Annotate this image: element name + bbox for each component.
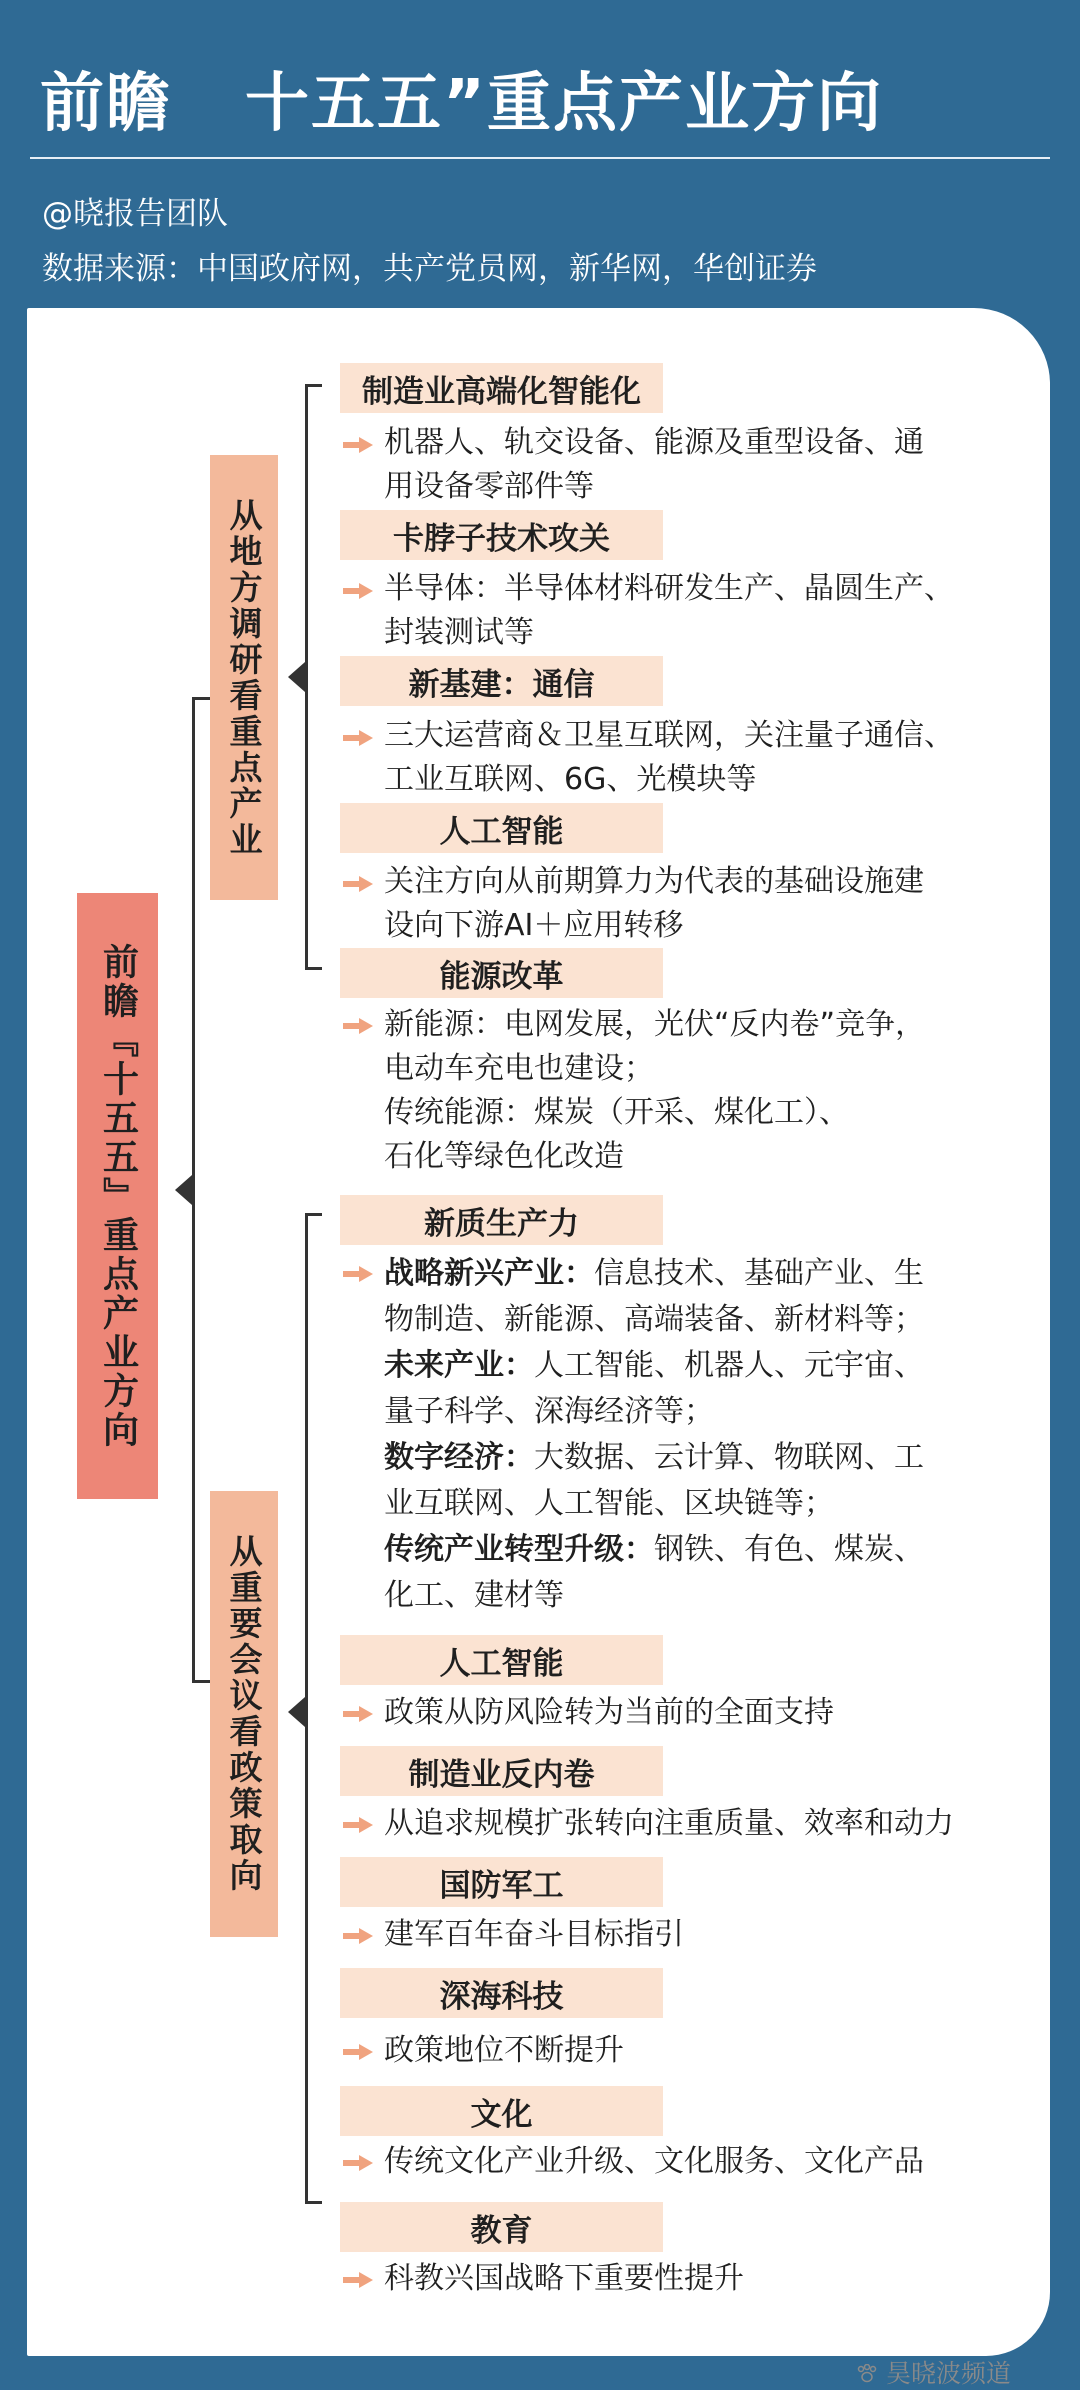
description-line: 建军百年奋斗目标指引: [384, 1917, 684, 1952]
description-keyword: 未来产业：: [384, 1348, 534, 1383]
description-line: [384, 1435, 924, 1481]
page-title: [40, 52, 883, 144]
category-box: 卡脖子技术攻关: [340, 510, 663, 560]
arrow-icon: [343, 1266, 373, 1282]
arrow-icon: [343, 2044, 373, 2060]
category-description: [384, 2029, 624, 2073]
branch-label: 从地方调研看重点产业: [224, 497, 264, 858]
title-divider: [30, 157, 1050, 159]
description-line: 石化等绿色化改造: [384, 1139, 624, 1174]
arrow-icon: [343, 437, 373, 453]
arrow-icon: [343, 1928, 373, 1944]
description-line: 业互联网、人工智能、区块链等；: [384, 1486, 834, 1521]
connector-branch1-top: [305, 384, 322, 387]
description-line: 关注方向从前期算力为代表的基础设施建: [384, 864, 924, 899]
description-line: 三大运营商＆卫星互联网，关注量子通信、: [384, 718, 954, 753]
connector-root-top: [192, 697, 210, 700]
connector-branch2-bottom: [305, 2201, 322, 2204]
connector-branch2-top: [305, 1213, 322, 1216]
connector-root-bottom: [192, 1680, 210, 1683]
arrow-icon: [343, 1706, 373, 1722]
title-part-1: 前瞻: [40, 67, 172, 141]
category-description: [384, 1003, 925, 1179]
arrow-icon: [343, 2155, 373, 2171]
description-text: 钢铁、有色、煤炭、: [654, 1532, 924, 1567]
arrow-icon: [343, 1018, 373, 1034]
category-box: 深海科技: [340, 1968, 663, 2018]
watermark: [856, 2354, 1011, 2390]
description-text: 大数据、云计算、物联网、工: [534, 1440, 924, 1475]
data-source: 数据来源：中国政府网，共产党员网，新华网，华创证券: [42, 251, 817, 287]
category-box: 文化: [340, 2086, 663, 2136]
category-description: [384, 1802, 954, 1846]
category-box: 能源改革: [340, 948, 663, 998]
category-box: 国防军工: [340, 1857, 663, 1907]
connector-root-vertical: [192, 699, 195, 1682]
category-description: [384, 567, 954, 655]
category-description: [384, 860, 924, 948]
branch-label: 从重要会议看政策取向: [224, 1534, 264, 1894]
description-line: [384, 1343, 924, 1389]
description-line: 封装测试等: [384, 615, 534, 650]
category-box: 制造业反内卷: [340, 1746, 663, 1796]
category-description: [384, 1691, 834, 1735]
category-box: 人工智能: [340, 803, 663, 853]
category-description: [384, 1251, 924, 1619]
description-line: 从追求规模扩张转向注重质量、效率和动力: [384, 1806, 954, 1841]
connector-branch2-vertical: [305, 1213, 308, 2204]
description-text: 信息技术、基础产业、生: [594, 1256, 924, 1291]
description-line: 政策从防风险转为当前的全面支持: [384, 1695, 834, 1730]
category-box: 新基建：通信: [340, 656, 663, 706]
arrow-icon: [343, 876, 373, 892]
description-line: 半导体：半导体材料研发生产、晶圆生产、: [384, 571, 954, 606]
root-node: [77, 893, 158, 1499]
description-line: 新能源：电网发展，光伏“反内卷”竞争，: [384, 1007, 926, 1042]
paw-icon: [856, 2364, 878, 2384]
arrow-icon: [343, 583, 373, 599]
description-line: 化工、建材等: [384, 1578, 564, 1613]
description-line: 政策地位不断提升: [384, 2033, 624, 2068]
description-line: 量子科学、深海经济等；: [384, 1394, 714, 1429]
category-box: 新质生产力: [340, 1195, 663, 1245]
description-keyword: 战略新兴产业：: [384, 1256, 594, 1291]
connector-branch2-pointer: [288, 1697, 305, 1727]
category-box: 制造业高端化智能化: [340, 363, 663, 413]
branch-node-local-research: [210, 455, 278, 900]
description-keyword: 数字经济：: [384, 1440, 534, 1475]
description-line: 传统文化产业升级、文化服务、文化产品: [384, 2144, 924, 2179]
description-line: 传统能源：煤炭（开采、煤化工）、: [384, 1095, 849, 1130]
watermark-text: 昊晓波频道: [885, 2359, 1011, 2388]
description-line: [384, 1251, 924, 1297]
description-text: 人工智能、机器人、元宇宙、: [534, 1348, 924, 1383]
title-part-2: 十五五”重点产业方向: [245, 67, 884, 141]
category-description: [384, 1913, 684, 1957]
description-line: 设向下游AI＋应用转移: [384, 908, 684, 943]
category-box: 人工智能: [340, 1635, 663, 1685]
root-label: 前瞻『十五五』重点产业方向: [97, 942, 139, 1450]
arrow-icon: [343, 730, 373, 746]
description-line: 物制造、新能源、高端装备、新材料等；: [384, 1302, 924, 1337]
author-credit: @晓报告团队: [42, 196, 228, 232]
category-description: [384, 421, 924, 509]
branch-node-policy-meetings: [210, 1491, 278, 1937]
category-description: [384, 2140, 924, 2184]
description-line: 用设备零部件等: [384, 469, 594, 504]
category-description: [384, 2257, 744, 2301]
connector-branch1-bottom: [305, 967, 322, 970]
arrow-icon: [343, 2272, 373, 2288]
description-line: 科教兴国战略下重要性提升: [384, 2261, 744, 2296]
description-line: [384, 1527, 924, 1573]
description-line: 电动车充电也建设；: [384, 1051, 654, 1086]
arrow-icon: [343, 1817, 373, 1833]
connector-root-pointer: [175, 1175, 192, 1205]
description-line: 机器人、轨交设备、能源及重型设备、通: [384, 425, 924, 460]
connector-branch1-vertical: [305, 384, 308, 970]
description-line: 工业互联网、6G、光模块等: [384, 762, 757, 797]
description-keyword: 传统产业转型升级：: [384, 1532, 654, 1567]
category-description: [384, 714, 954, 802]
category-box: 教育: [340, 2202, 663, 2252]
connector-branch1-pointer: [288, 662, 305, 692]
